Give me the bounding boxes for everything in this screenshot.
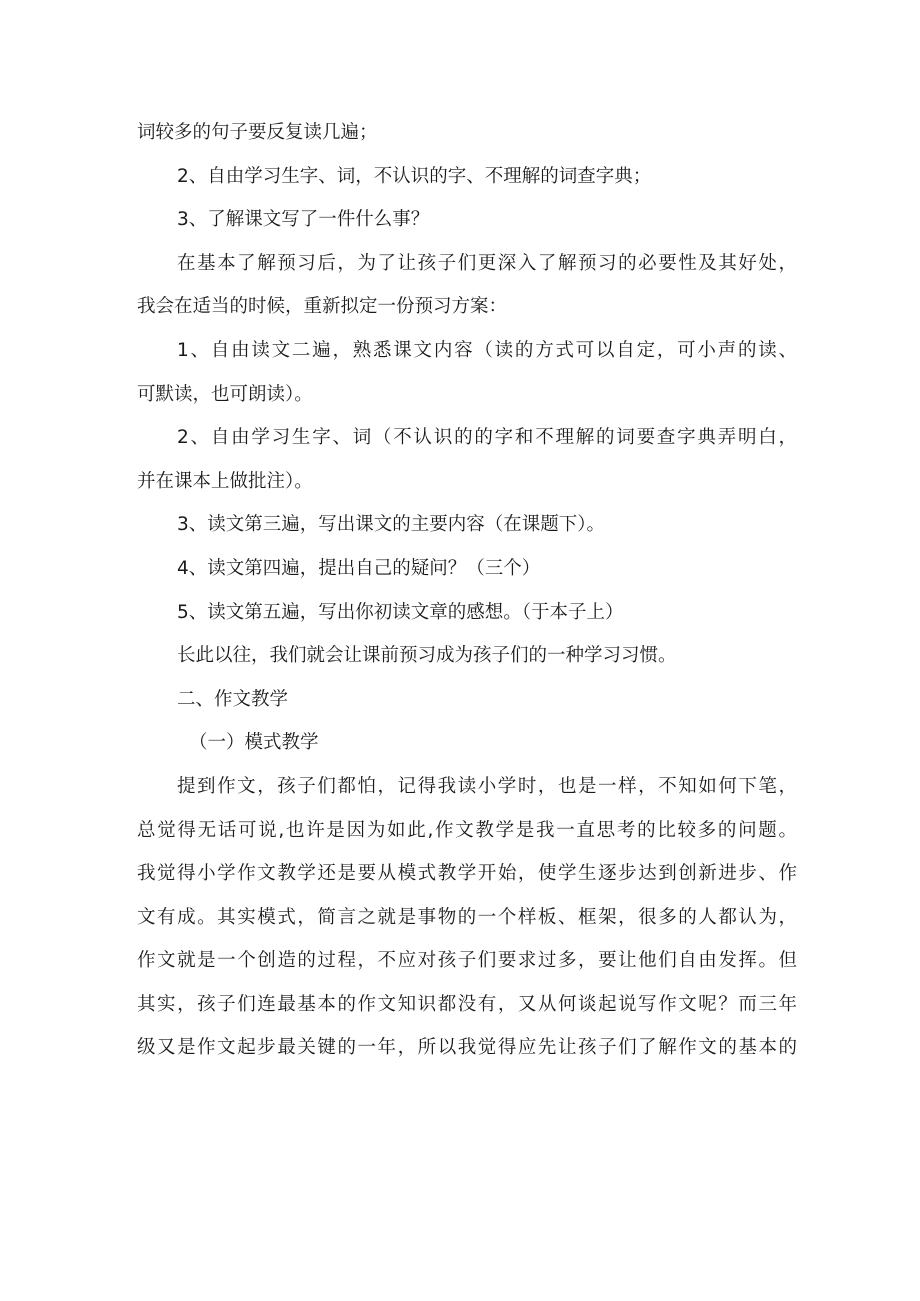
text-line: 级又是作文起步最关键的一年，所以我觉得应先让孩子们了解作文的基本的 — [137, 1037, 797, 1059]
text-line: 其实，孩子们连最基本的作文知识都没有，又从何谈起说写作文呢？而三年 — [137, 993, 797, 1015]
text-line: 2、自由学习生字、词（不认识的的字和不理解的词要查字典弄明白， — [177, 427, 797, 449]
text-line: 5、读文第五遍，写出你初读文章的感想。（于本子上） — [177, 601, 624, 623]
section-heading: 二、作文教学 — [177, 688, 289, 710]
text-line: 1、自由读文二遍，熟悉课文内容（读的方式可以自定，可小声的读、 — [177, 339, 797, 361]
text-line: 长此以往，我们就会让课前预习成为孩子们的一种学习习惯。 — [177, 645, 677, 667]
text-line: 文有成。其实模式，简言之就是事物的一个样板、框架，很多的人都认为， — [137, 906, 797, 928]
text-line: 总觉得无话可说,也许是因为如此,作文教学是我一直思考的比较多的问题。 — [137, 819, 797, 841]
text-line: 词较多的句子要反复读几遍； — [137, 122, 378, 143]
text-line: 在基本了解预习后，为了让孩子们更深入了解预习的必要性及其好处， — [177, 252, 797, 274]
text-line: 我觉得小学作文教学还是要从模式教学开始，使学生逐步达到创新进步、作 — [137, 863, 797, 885]
text-line: 作文就是一个创造的过程，不应对孩子们要求过多，要让他们自由发挥。但 — [137, 950, 797, 972]
text-line: 我会在适当的时候，重新拟定一份预习方案： — [137, 296, 508, 318]
text-line: 可默读，也可朗读）。 — [137, 383, 313, 405]
text-line: 4、读文第四遍，提出自己的疑问？（三个） — [177, 557, 541, 579]
text-line: 3、读文第三遍，写出课文的主要内容（在课题下）。 — [177, 514, 606, 536]
text-line: 2、自由学习生字、词，不认识的字、不理解的词查字典； — [177, 165, 652, 187]
text-line: 提到作文，孩子们都怕，记得我读小学时，也是一样，不知如何下笔， — [177, 775, 797, 797]
text-line: 3、了解课文写了一件什么事？ — [177, 209, 430, 231]
text-line: 并在课本上做批注）。 — [137, 470, 313, 492]
subsection-heading: （一）模式教学 — [189, 732, 319, 754]
document-body — [137, 111, 797, 1070]
